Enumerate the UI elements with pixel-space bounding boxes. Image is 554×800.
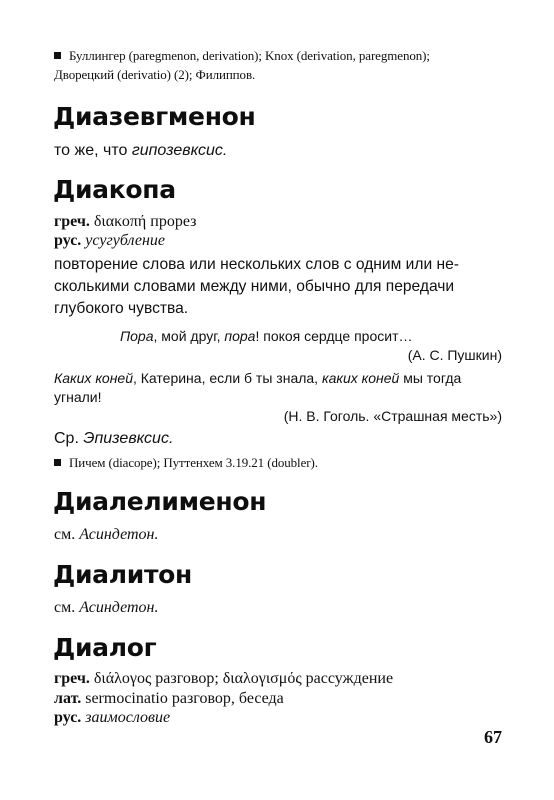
entry-heading: Диалелименон xyxy=(53,487,267,516)
example-attribution: (А. С. Пушкин) xyxy=(407,347,502,363)
reference-list: Пичем (diacope); Путтенхем 3.19.21 (doubler). xyxy=(54,453,526,472)
entry-heading: Диазевгменон xyxy=(53,102,256,131)
etymology-russian: рус. заимословие xyxy=(54,709,171,726)
see-reference: см. Асиндетон. xyxy=(54,526,159,543)
etymology-latin: лат. sermocinatio разговор, беседа xyxy=(54,690,284,707)
entry-definition: то же, что гипозевксис. xyxy=(54,142,228,159)
definition-line: сколькими словами между ними, обычно для передачи xyxy=(54,278,455,295)
example-quote: Каких коней, Катерина, если б ты знала, каких коней мы тогда xyxy=(54,370,462,386)
cross-reference-term: Асиндетон. xyxy=(79,599,159,616)
entry-heading: Диакопа xyxy=(53,175,176,204)
example-quote: Пора, мой друг, пора! покоя сердце просит… xyxy=(120,328,413,344)
page-number: 67 xyxy=(484,727,502,747)
reference-list-top xyxy=(54,46,526,84)
bullet-icon xyxy=(54,459,61,466)
example-quote-continued: угнали! xyxy=(54,389,102,405)
entry-heading: Диалитон xyxy=(53,560,193,589)
reference-line: Буллингер (paregmenon, derivation); Knox (derivation, paregmenon); xyxy=(54,46,526,65)
bullet-icon xyxy=(54,52,61,59)
etymology-russian: рус. усугубление xyxy=(54,232,165,249)
reference-line: Дворецкий (derivatio) (2); Филиппов. xyxy=(54,67,256,82)
example-attribution: (Н. В. Гоголь. «Страшная месть») xyxy=(283,408,502,424)
entry-heading: Диалог xyxy=(53,633,157,662)
etymology-greek: греч. διακοπή прорез xyxy=(54,213,197,230)
etymology-greek: греч. διάλογος разговор; διαλογισμός рассуждение xyxy=(54,670,394,687)
see-reference: см. Асиндетон. xyxy=(54,599,159,616)
cross-reference-term: Эпизевксис. xyxy=(83,430,174,447)
cross-reference-term: Асиндетон. xyxy=(79,526,159,543)
cross-reference-term: гипозевксис. xyxy=(131,142,228,159)
definition-line: глубокого чувства. xyxy=(54,300,189,317)
definition-line: повторение слова или нескольких слов с одним или не- xyxy=(54,256,459,273)
see-also: Ср. Эпизевксис. xyxy=(54,430,174,447)
